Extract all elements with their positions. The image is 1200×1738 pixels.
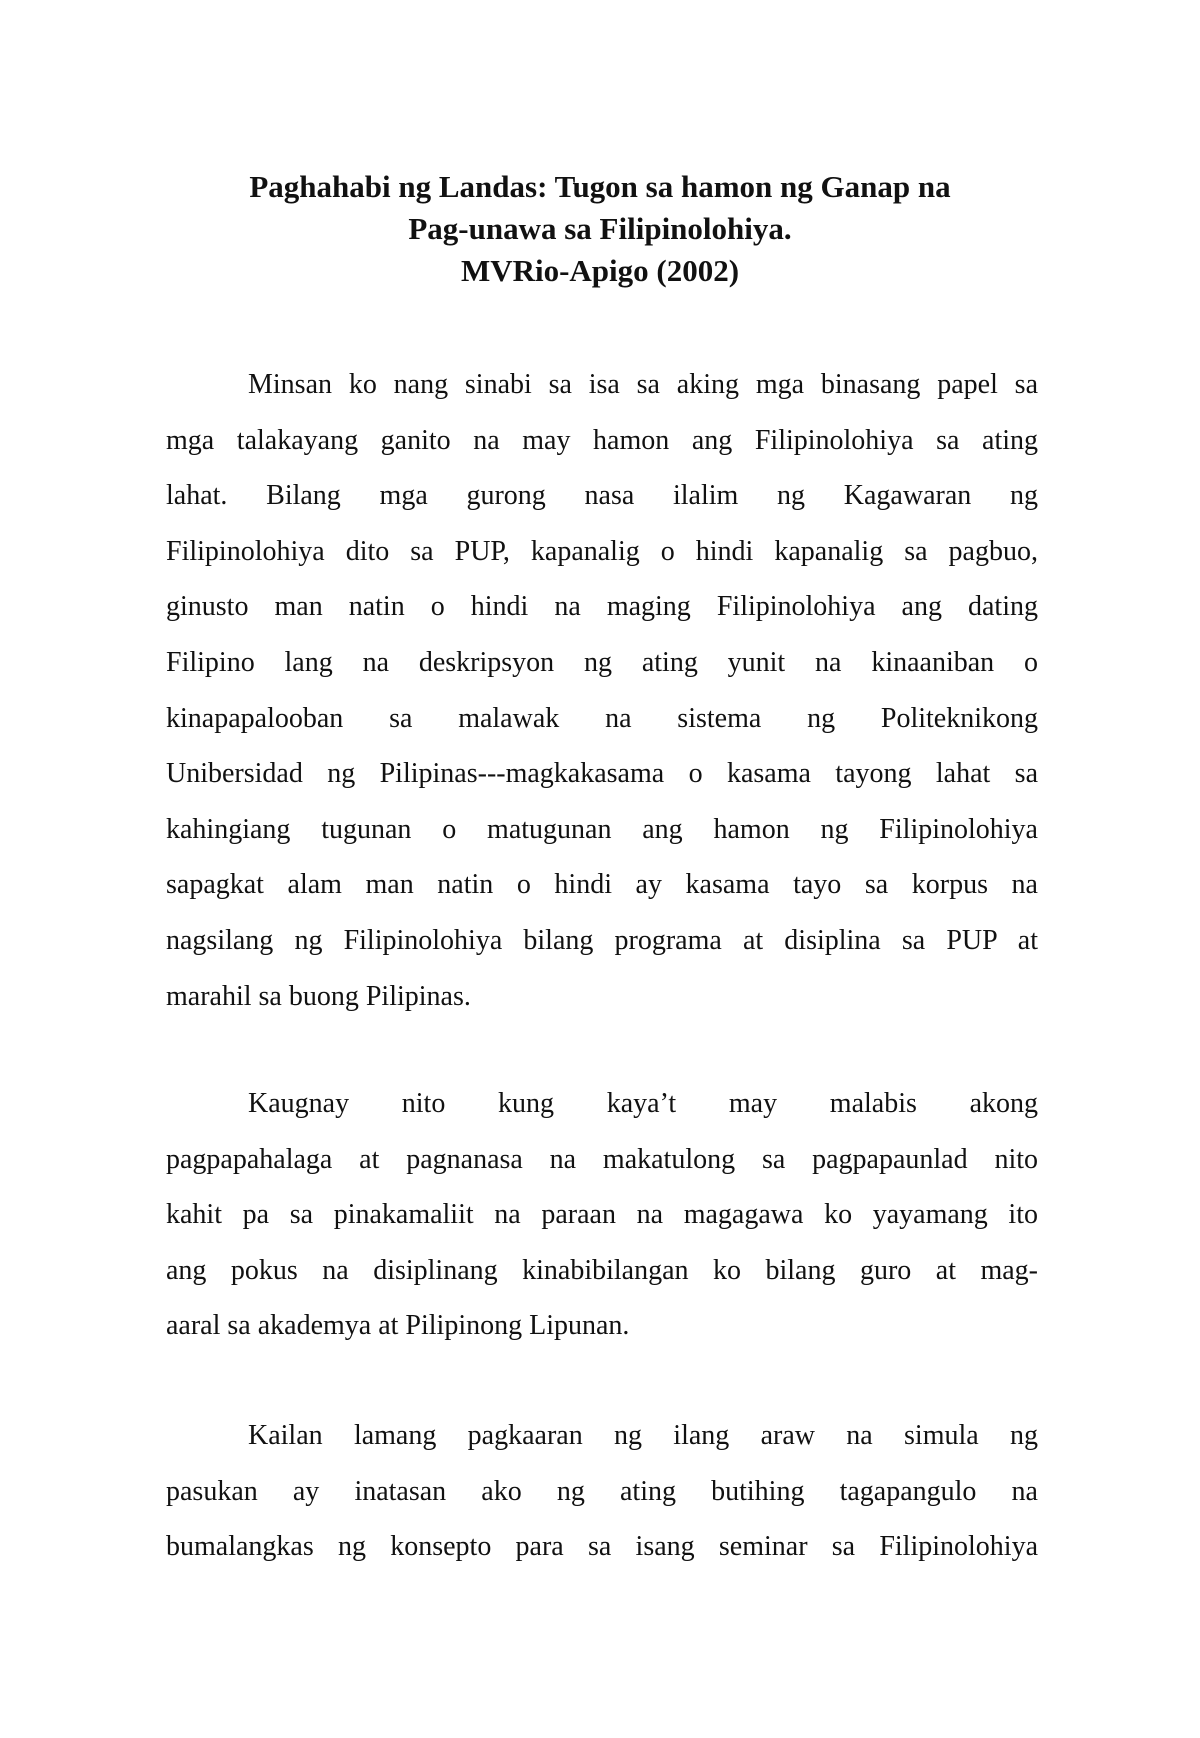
text-line: Filipino lang na deskripsyon ng ating yunit na kinaaniban o (166, 646, 1038, 678)
text-line: sapagkat alam man natin o hindi ay kasama tayo sa korpus na (166, 869, 1038, 901)
paragraph-2 (166, 1076, 1038, 1354)
text-line: kahingiang tugunan o matugunan ang hamon ng Filipinolohiya (166, 813, 1038, 845)
paragraph-3 (166, 1408, 1038, 1575)
text-line: pagpapahalaga at pagnanasa na makatulong sa pagpapaunlad nito (166, 1143, 1038, 1175)
text-line: marahil sa buong Pilipinas. (166, 980, 471, 1012)
text-line: Kaugnay nito kung kaya’t may malabis akong (248, 1088, 1038, 1119)
text-line: Minsan ko nang sinabi sa isa sa aking mga binasang papel sa (248, 369, 1038, 400)
title-line: Pag-unawa sa Filipinolohiya. (408, 211, 792, 246)
document-title (120, 166, 1080, 292)
text-line: Unibersidad ng Pilipinas---magkakasama o kasama tayong lahat sa (166, 758, 1038, 790)
text-line: kahit pa sa pinakamaliit na paraan na magagawa ko yayamang ito (166, 1199, 1038, 1231)
text-line: lahat. Bilang mga gurong nasa ilalim ng Kagawaran ng (166, 480, 1038, 512)
text-line: pasukan ay inatasan ako ng ating butihing tagapangulo na (166, 1475, 1038, 1507)
author-year-line: MVRio-Apigo (2002) (460, 253, 740, 288)
text-line: kinapapalooban sa malawak na sistema ng Politeknikong (166, 702, 1038, 734)
text-line: ginusto man natin o hindi na maging Filipinolohiya ang dating (166, 591, 1038, 623)
text-line: Kailan lamang pagkaaran ng ilang araw na simula ng (248, 1420, 1038, 1451)
text-line: ang pokus na disiplinang kinabibilangan ko bilang guro at mag- (166, 1254, 1038, 1286)
title-line: Paghahabi ng Landas: Tugon sa hamon ng Ganap na (249, 169, 951, 204)
text-line: bumalangkas ng konsepto para sa isang seminar sa Filipinolohiya (166, 1531, 1038, 1563)
text-line: mga talakayang ganito na may hamon ang Filipinolohiya sa ating (166, 424, 1038, 456)
text-line: Filipinolohiya dito sa PUP, kapanalig o hindi kapanalig sa pagbuo, (166, 535, 1038, 567)
paragraph-1 (166, 357, 1038, 1024)
text-line: nagsilang ng Filipinolohiya bilang programa at disiplina sa PUP at (166, 924, 1038, 956)
text-line: aaral sa akademya at Pilipinong Lipunan. (166, 1310, 630, 1342)
